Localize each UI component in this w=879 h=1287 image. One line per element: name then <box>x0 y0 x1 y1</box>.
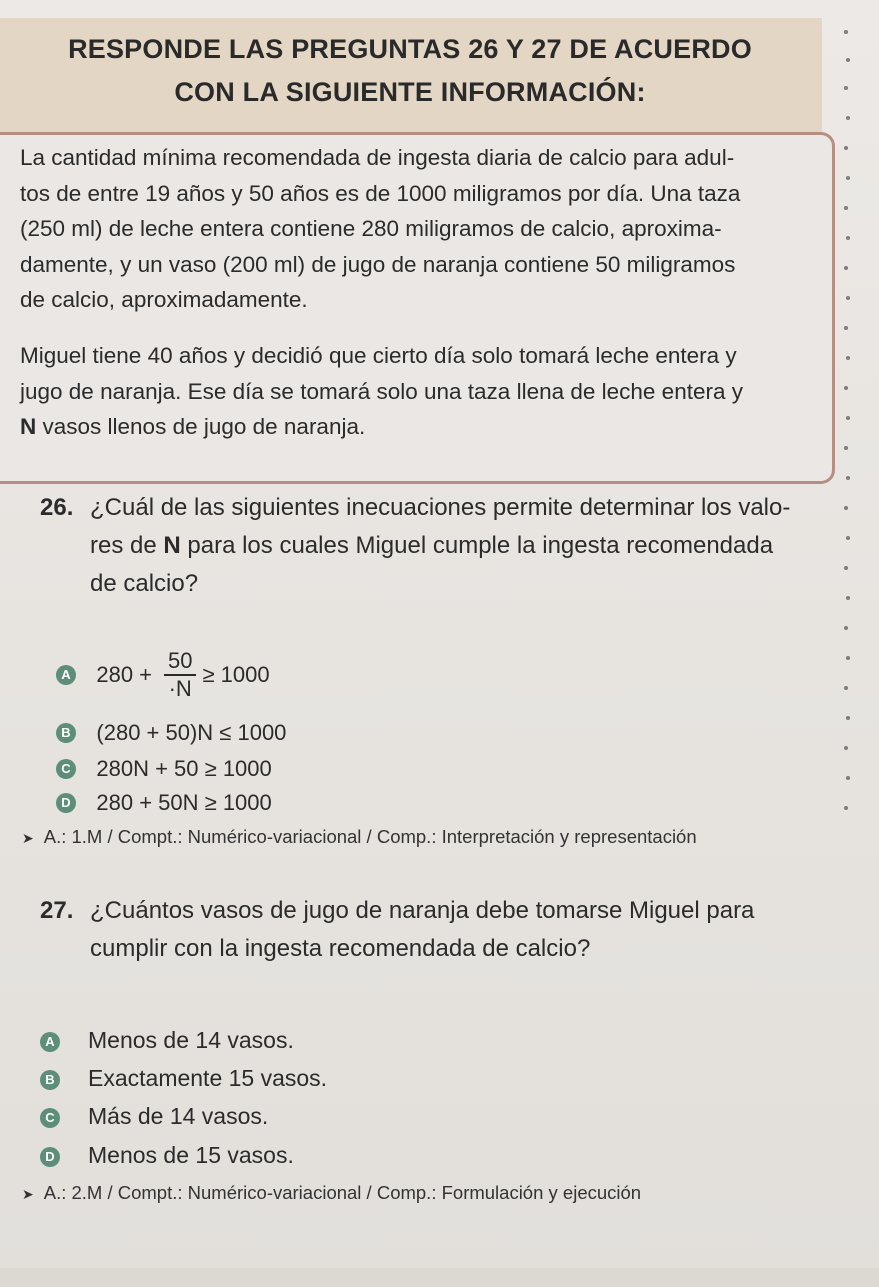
dot <box>844 806 848 810</box>
fraction-denominator: ·N <box>168 676 192 701</box>
option-a-fraction <box>164 648 196 702</box>
option-c-text: Más de 14 vasos. <box>88 1103 269 1129</box>
dot <box>846 656 850 660</box>
bottom-strip <box>0 1268 879 1287</box>
dot <box>844 146 848 150</box>
q27-option-a[interactable] <box>40 1024 294 1056</box>
q26-option-a[interactable] <box>56 648 270 708</box>
dot <box>846 476 850 480</box>
option-a-text: Menos de 14 vasos. <box>88 1027 294 1053</box>
meta-text: A.: 2.M / Compt.: Numérico-variacional / Comp.: Formulación y ejecución <box>43 1182 642 1203</box>
question-line: ¿Cuántos vasos de jugo de naranja debe tomarse Miguel para <box>90 897 755 924</box>
q27-option-b[interactable] <box>40 1062 327 1094</box>
option-d-text: 280 + 50N ≥ 1000 <box>96 789 272 815</box>
option-badge-b: B <box>40 1070 60 1090</box>
q27-option-c[interactable] <box>40 1100 268 1132</box>
question-line-post: para los cuales Miguel cumple la ingesta recomendada <box>180 532 774 559</box>
info-line: La cantidad mínima recomendada de ingesta diaria de calcio para adul- <box>20 145 735 170</box>
question-line: ¿Cuál de las siguientes inecuaciones permite determinar los valo- <box>90 494 791 521</box>
question-26 <box>40 489 840 603</box>
option-badge-c: C <box>40 1108 60 1128</box>
info-line: jugo de naranja. Ese día se tomará solo una taza llena de leche entera y <box>20 378 743 404</box>
option-a-right: ≥ 1000 <box>202 662 270 687</box>
question-line-pre: res de <box>90 532 164 559</box>
option-b-text: (280 + 50)N ≤ 1000 <box>96 719 287 745</box>
info-line-rest: vasos llenos de jugo de naranja. <box>36 414 366 439</box>
option-a-plus: + <box>139 662 152 687</box>
q27-option-d[interactable] <box>40 1139 294 1171</box>
dot <box>846 596 850 600</box>
q26-option-d[interactable] <box>56 786 272 816</box>
section-title-line1: RESPONDE LAS PREGUNTAS 26 Y 27 DE ACUERDO <box>68 34 752 64</box>
question-number: 27. <box>40 897 74 924</box>
info-paragraph-1 <box>20 140 830 318</box>
question-line <box>90 527 840 565</box>
option-badge-c: C <box>56 759 76 779</box>
option-badge-d: D <box>40 1147 60 1167</box>
option-badge-d: D <box>56 793 76 813</box>
dot <box>846 536 850 540</box>
fraction-numerator: 50 <box>164 648 196 676</box>
dot <box>844 30 848 34</box>
section-title <box>40 28 780 114</box>
dot <box>846 776 850 780</box>
dot <box>846 58 850 62</box>
dot <box>844 506 848 510</box>
option-b-text: Exactamente 15 vasos. <box>88 1065 328 1091</box>
q26-meta <box>22 824 697 851</box>
dot <box>844 326 848 330</box>
q26-option-b[interactable] <box>56 716 286 746</box>
dot <box>844 626 848 630</box>
option-c-text: 280N + 50 ≥ 1000 <box>96 755 272 781</box>
dot <box>846 356 850 360</box>
dot <box>844 86 848 90</box>
arrow-right-icon: ➤ <box>22 830 34 847</box>
section-title-line2: CON LA SIGUIENTE INFORMACIÓN: <box>174 77 646 107</box>
dot <box>844 266 848 270</box>
arrow-right-icon: ➤ <box>22 1186 34 1203</box>
dot <box>844 566 848 570</box>
question-27 <box>40 892 840 968</box>
dot <box>846 116 850 120</box>
dot <box>844 686 848 690</box>
info-line <box>20 409 830 445</box>
dot <box>844 386 848 390</box>
option-a-left: 280 <box>96 662 134 687</box>
info-line: tos de entre 19 años y 50 años es de 1000 miligramos por día. Una taza <box>20 180 741 206</box>
variable-n: N <box>163 532 181 559</box>
dot <box>846 176 850 180</box>
dot <box>844 206 848 210</box>
option-badge-a: A <box>40 1032 60 1052</box>
dot <box>846 296 850 300</box>
q27-meta <box>22 1180 641 1207</box>
question-number: 26. <box>40 494 74 521</box>
info-line: damente, y un vaso (200 ml) de jugo de naranja contiene 50 miligramos <box>20 251 736 277</box>
dot <box>846 416 850 420</box>
variable-n: N <box>20 414 37 439</box>
question-line: cumplir con la ingesta recomendada de calcio? <box>90 935 591 962</box>
option-d-text: Menos de 15 vasos. <box>88 1142 294 1168</box>
meta-text: A.: 1.M / Compt.: Numérico-variacional / Comp.: Interpretación y representación <box>43 826 697 847</box>
info-line: (250 ml) de leche entera contiene 280 miligramos de calcio, aproxima- <box>20 216 722 241</box>
dot <box>844 446 848 450</box>
option-badge-a: A <box>56 665 76 685</box>
info-paragraph-2 <box>20 338 830 445</box>
q26-option-c[interactable] <box>56 752 272 782</box>
dot <box>846 236 850 240</box>
info-line: de calcio, aproximadamente. <box>20 287 308 312</box>
binding-dots <box>840 20 870 920</box>
info-line: Miguel tiene 40 años y decidió que cierto día solo tomará leche entera y <box>20 343 737 368</box>
question-line: de calcio? <box>90 570 199 597</box>
dot <box>846 716 850 720</box>
dot <box>844 746 848 750</box>
option-badge-b: B <box>56 723 76 743</box>
